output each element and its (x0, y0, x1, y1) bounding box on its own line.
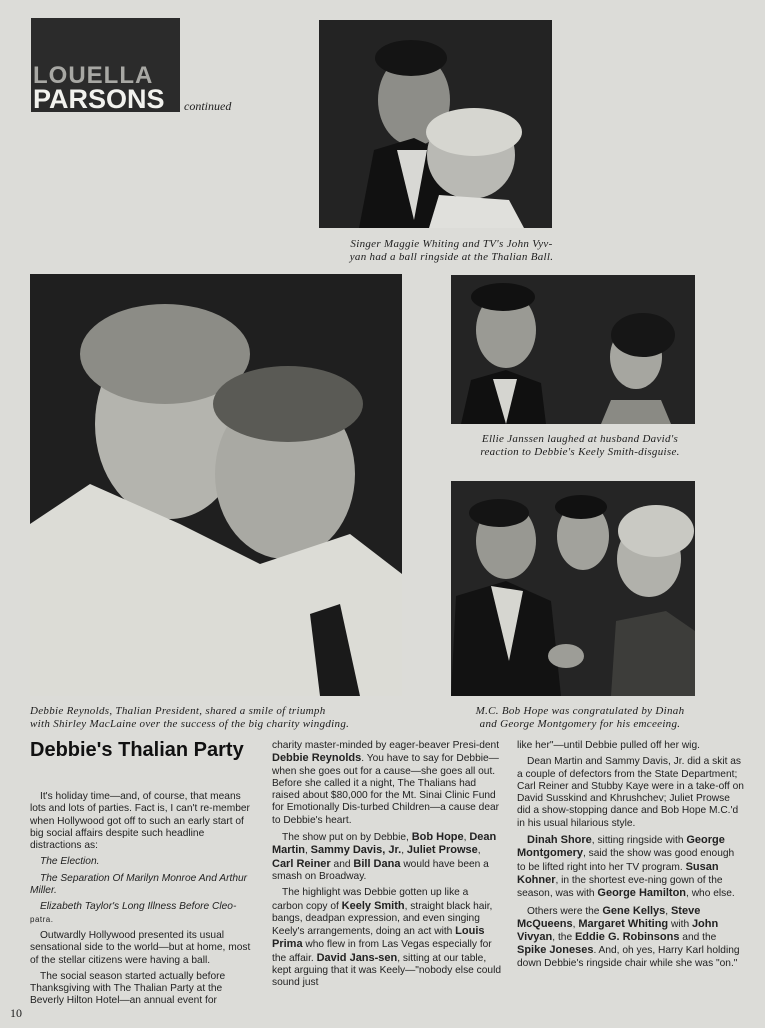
paragraph: like her"—until Debbie pulled off her wig. (517, 740, 700, 751)
masthead-louella: LOUELLA (33, 62, 154, 89)
name-bold: George Montgomery (517, 834, 725, 860)
paragraph: The highlight was Debbie gotten up like a carbon copy of Keely Smith, straight black hair, bangs, deadpan expression, and even singing Keely's arrangements, doing an act with Louis Prima who flew in from Las Vegas especially for the affair. David Jans-sen, sitting at our table, kept arguing that it was Keely—"nobody else could sound just (272, 887, 502, 989)
paragraph: The show put on by Debbie, Bob Hope, Dean Martin, Sammy Davis, Jr., Juliet Prowse, Carl Reiner and Bill Dana would have been a smash on Broadway. (272, 831, 497, 882)
column-masthead (31, 18, 180, 112)
name-bold: Dean Martin (272, 831, 497, 857)
name-bold: David Jans-sen (316, 951, 398, 964)
paragraph: The Election. (40, 856, 100, 868)
paragraph: It's holiday time—and, of course, that means lots and lots of parties. Fact is, I can't re-member when Hollywood got off to such an early start of big social affairs despite such headline distractions as: (30, 791, 250, 852)
paragraph: Dean Martin and Sammy Davis, Jr. did a skit as a couple of defectors from the State Department; Carl Reiner and Stubby Kaye were in a take-off on David Susskind and Khrushchev; Juliet Prowse did a show-stopping dance and Bob Hope M.C.'d in his usual hilarious style. (517, 756, 744, 829)
name-bold: Bill Dana (353, 857, 401, 870)
name-bold: Keely Smith (341, 899, 405, 912)
photo-caption-hope: M.C. Bob Hope was congratulated by Dinah and George Montgomery for his emceeing. (475, 705, 685, 730)
paragraph: The social season started actually before Thanksgiving with The Thalian Party at the Beverly Hilton Hotel—an annual event for (30, 970, 226, 1007)
article-headline: Debbie's Thalian Party (30, 739, 244, 761)
page-number: 10 (10, 1006, 22, 1020)
paragraph (30, 901, 258, 926)
name-bold: Steve McQueens (517, 904, 701, 930)
name-bold: George Hamilton (597, 887, 687, 900)
article-column-3 (517, 740, 745, 974)
paragraph: charity master-minded by eager-beaver Presi-dent Debbie Reynolds. You have to say for Debbie—when she goes out for a cause—she goes all out. Before she called it a night, The Thalians had raised about $80,000 for the Mt. Sinai Clinic Fund for Emotionally Dis-turbed Children—a cause dear to Debbie's heart. (272, 740, 500, 826)
name-bold: Dinah Shore (527, 834, 592, 847)
paragraph: Others were the Gene Kellys, Steve McQueens, Margaret Whiting with John Vivyan, the Eddie G. Robinsons and the Spike Joneses. And, oh yes, Harry Karl holding down Debbie's ringside chair while she was "on." (517, 904, 740, 969)
small-caps-text: patra. (30, 914, 54, 924)
photo-whiting-vyvyan (319, 20, 552, 228)
photo-hope (451, 481, 695, 696)
photo-janssen (451, 275, 695, 424)
name-bold: Sammy Davis, Jr. (310, 844, 402, 857)
photo-reynolds-maclaine (30, 274, 402, 696)
paragraph: Dinah Shore, sitting ringside with George Montgomery, said the show was good enough to be lifted right into her TV program. Susan Kohner, in the shortest eve-ning gown of the season, was with George Hamilton, who else. (517, 834, 735, 900)
article-column-2 (272, 740, 502, 994)
name-bold: Margaret Whiting (578, 917, 669, 930)
paragraph: The Separation Of Marilyn Monroe And Arthur Miller. (30, 872, 248, 897)
name-bold: Bob Hope (411, 831, 464, 844)
name-bold: Juliet Prowse (406, 844, 478, 857)
paragraph: Outwardly Hollywood presented its usual sensational side to the world—but at home, most of the stellar citizens were having a ball. (30, 929, 251, 966)
masthead-parsons: PARSONS (33, 84, 165, 114)
photo-caption-janssen: Ellie Janssen laughed at husband David's reaction to Debbie's Keely Smith-disguise. (480, 433, 680, 458)
continued-label: continued (184, 99, 232, 113)
name-bold: Eddie G. Robinsons (574, 931, 680, 944)
photo-caption-reynolds-maclaine: Debbie Reynolds, Thalian President, shared a smile of triumph with Shirley MacLaine over the success of the big charity wingding. (30, 705, 350, 730)
name-bold: Susan Kohner (517, 860, 719, 886)
name-bold: Louis Prima (272, 925, 485, 951)
name-bold: Debbie Reynolds (272, 752, 362, 765)
name-bold: Gene Kellys (602, 904, 666, 917)
article-column-1 (30, 791, 258, 1012)
photo-caption-whiting-vyvyan: Singer Maggie Whiting and TV's John Vyv- yan had a ball ringside at the Thalian Ball. (349, 238, 554, 263)
name-bold: John Vivyan (517, 917, 719, 944)
name-bold: Carl Reiner (272, 857, 331, 870)
name-bold: Spike Joneses (517, 944, 594, 957)
italic-text: Elizabeth Taylor's Long Illness Before Cleo- (40, 901, 237, 913)
